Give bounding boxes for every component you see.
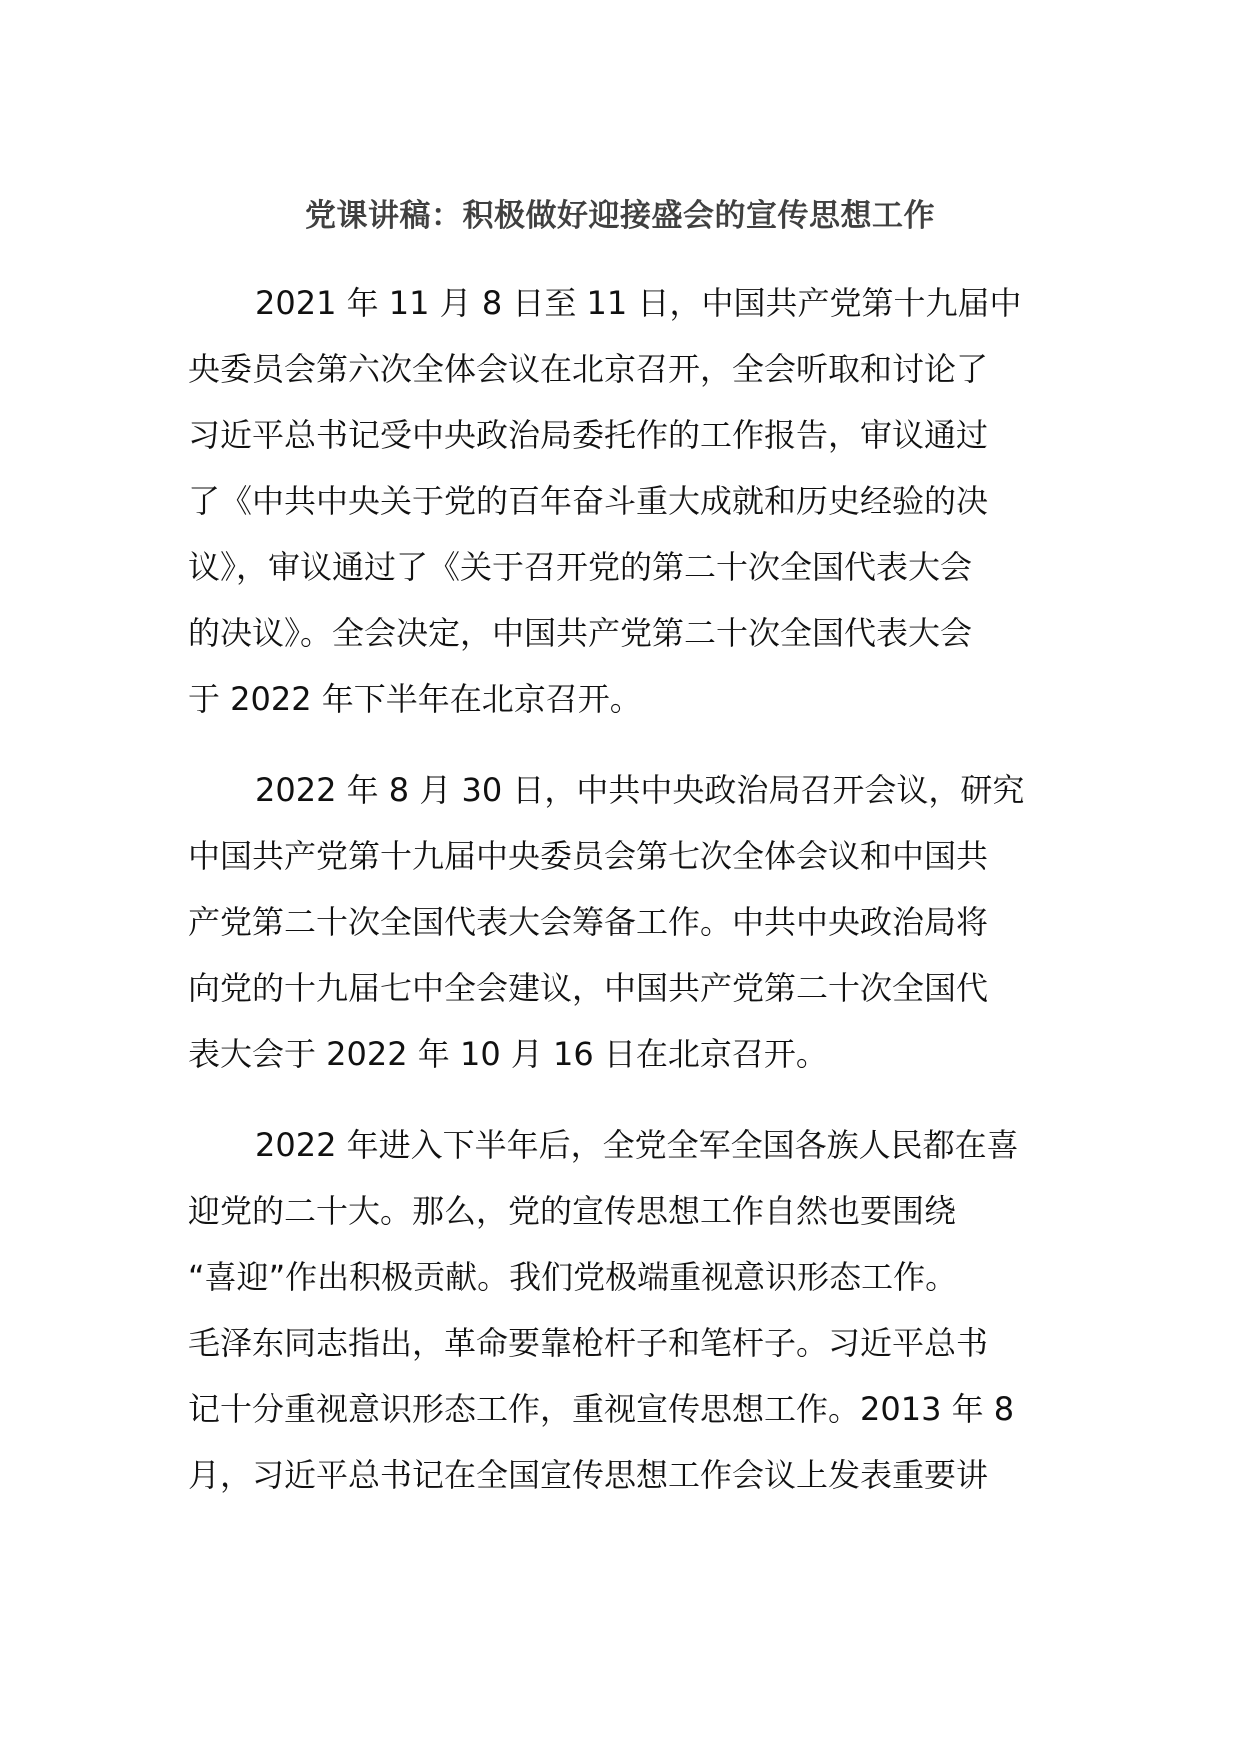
paragraph-2 [188,757,1064,1087]
text-line: 于 2022 年下半年在北京召开。 [188,680,642,718]
document-body [188,270,1064,1533]
text-line: 月，习近平总书记在全国宣传思想工作会议上发表重要讲 [188,1456,989,1494]
paragraph-3 [188,1112,1064,1508]
text-line: 议》，审议通过了《关于召开党的第二十次全国代表大会 [188,548,973,586]
paragraph-1 [188,270,1064,732]
text-line: 的决议》。全会决定，中国共产党第二十次全国代表大会 [188,614,973,652]
text-line: 表大会于 2022 年 10 月 16 日在北京召开。 [188,1035,828,1073]
text-line: 2021 年 11 月 8 日至 11 日，中国共产党第十九届中 [255,284,1022,322]
text-line: 向党的十九届七中全会建议，中国共产党第二十次全国代 [188,969,989,1007]
text-line: “喜迎”作出积极贡献。我们党极端重视意识形态工作。 [188,1258,958,1296]
text-line: 2022 年进入下半年后，全党全军全国各族人民都在喜 [255,1126,1019,1164]
text-line: 2022 年 8 月 30 日，中共中央政治局召开会议，研究 [255,771,1025,809]
text-line: 产党第二十次全国代表大会筹备工作。中共中央政治局将 [188,903,989,941]
text-line: 迎党的二十大。那么，党的宣传思想工作自然也要围绕 [188,1192,957,1230]
text-line: 记十分重视意识形态工作，重视宣传思想工作。2013 年 8 [188,1390,1015,1428]
text-line: 毛泽东同志指出，革命要靠枪杆子和笔杆子。习近平总书 [188,1324,989,1362]
text-line: 习近平总书记受中央政治局委托作的工作报告，审议通过 [188,416,989,454]
document-title: 党课讲稿：积极做好迎接盛会的宣传思想工作 [305,198,935,234]
text-line: 央委员会第六次全体会议在北京召开，全会听取和讨论了 [188,350,989,388]
text-line: 中国共产党第十九届中央委员会第七次全体会议和中国共 [188,837,989,875]
text-line: 了《中共中央关于党的百年奋斗重大成就和历史经验的决 [188,482,989,520]
